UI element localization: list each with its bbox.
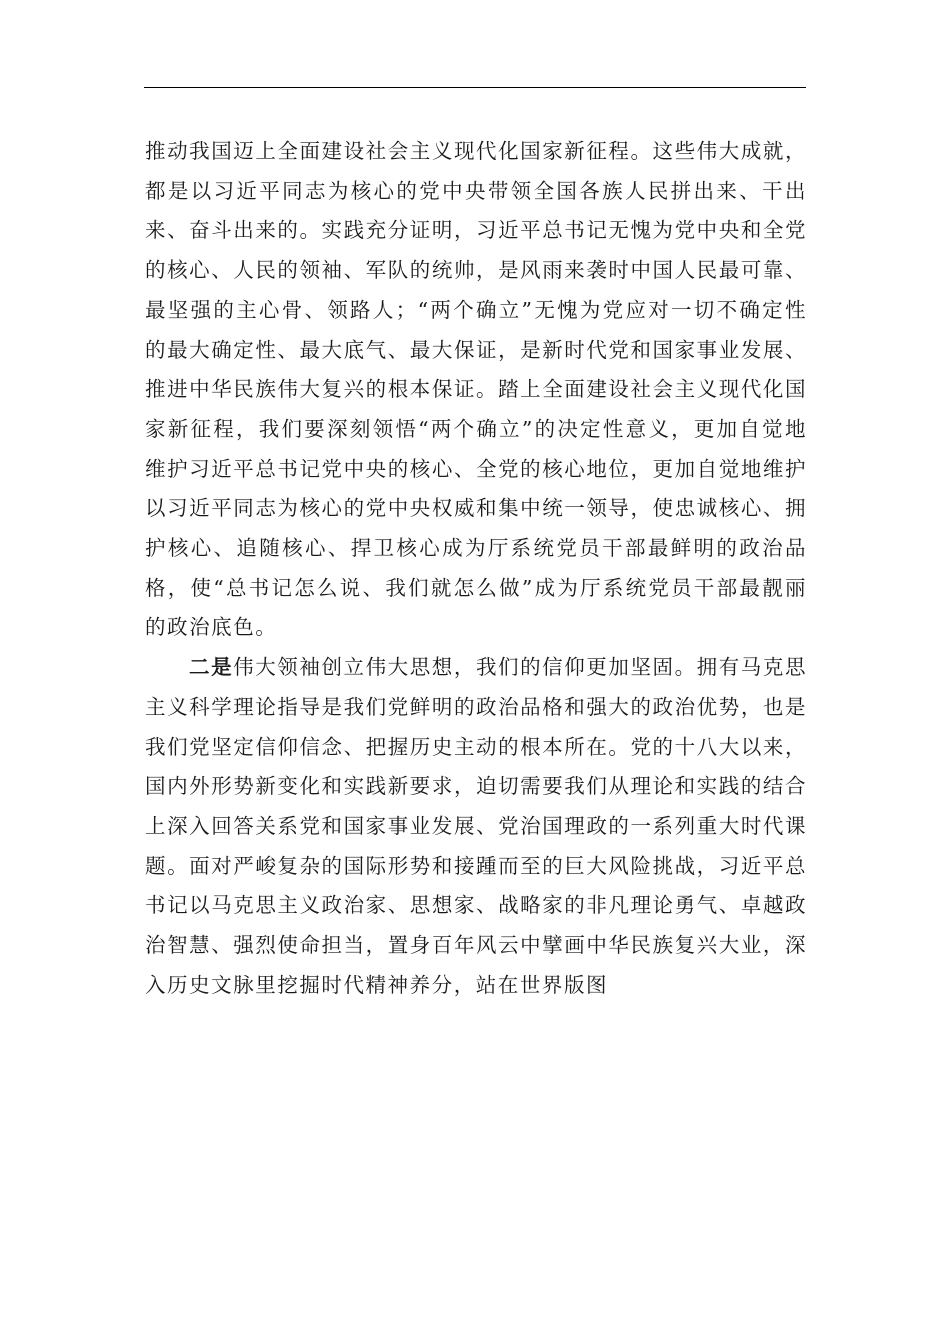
body-text [145, 132, 807, 1005]
paragraph-2-body: 伟大领袖创立伟大思想，我们的信仰更加坚固。拥有马克思主义科学理论指导是我们党鲜明的政治品格和强大的政治优势，也是我们党坚定信仰信念、把握历史主动的根本所在。党的十八大以来，国内外形势新变化和实践新要求，迫切需要我们从理论和实践的结合上深入回答关系党和国家事业发展、党治国理政的一系列重大时代课题。面对严峻复杂的国际形势和接踵而至的巨大风险挑战，习近平总书记以马克思主义政治家、思想家、战略家的非凡理论勇气、卓越政治智慧、强烈使命担当，置身百年风云中擘画中华民族复兴大业，深入历史文脉里挖掘时代精神养分，站在世界版图 [145, 655, 807, 997]
paragraph-2 [145, 648, 807, 1005]
paragraph-2-lead: 二是 [189, 655, 234, 680]
header-rule [144, 87, 806, 88]
paragraph-1: 推动我国迈上全面建设社会主义现代化国家新征程。这些伟大成就，都是以习近平同志为核心的党中央带领全国各族人民拼出来、干出来、奋斗出来的。实践充分证明，习近平总书记无愧为党中央和全党的核心、人民的领袖、军队的统帅，是风雨来袭时中国人民最可靠、最坚强的主心骨、领路人；“两个确立”无愧为党应对一切不确定性的最大确定性、最大底气、最大保证，是新时代党和国家事业发展、推进中华民族伟大复兴的根本保证。踏上全面建设社会主义现代化国家新征程，我们要深刻领悟“两个确立”的决定性意义，更加自觉地维护习近平总书记党中央的核心、全党的核心地位，更加自觉地维护以习近平同志为核心的党中央权威和集中统一领导，使忠诚核心、拥护核心、追随核心、捍卫核心成为厅系统党员干部最鲜明的政治品格，使“总书记怎么说、我们就怎么做”成为厅系统党员干部最靓丽的政治底色。 [145, 139, 807, 640]
